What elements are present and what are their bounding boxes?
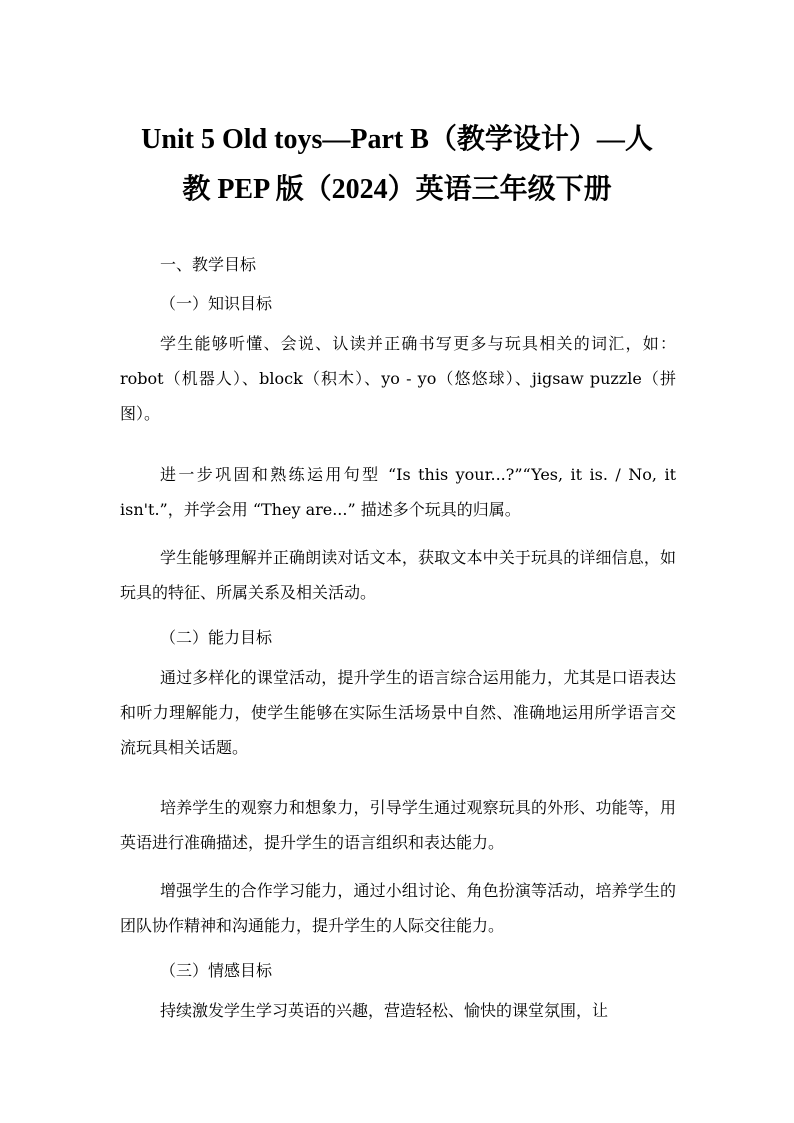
paragraph-interest-motivation: 持续激发学生学习英语的兴趣，营造轻松、愉快的课堂氛围，让: [160, 1001, 609, 1020]
subheading-emotional-objectives: （三）情感目标: [160, 961, 273, 980]
paragraph-vocabulary: 学生能够听懂、会说、认读并正确书写更多与玩具相关的词汇，如：robot（机器人）、block（积木）、yo - yo（悠悠球）、jigsaw puzzle（拼图）。: [120, 334, 676, 423]
document-title-line-2: 教 PEP 版（2024）英语三年级下册: [182, 174, 612, 205]
subheading-knowledge-objectives: （一）知识目标: [160, 294, 273, 313]
subheading-ability-objectives: （二）能力目标: [160, 628, 273, 647]
paragraph-cooperation-skills: 增强学生的合作学习能力，通过小组讨论、角色扮演等活动，培养学生的团队协作精神和沟通能力，提升学生的人际交往能力。: [120, 881, 676, 935]
paragraph-language-skills: 通过多样化的课堂活动，提升学生的语言综合运用能力，尤其是口语表达和听力理解能力，使学生能够在实际生活场景中自然、准确地运用所学语言交流玩具相关话题。: [120, 668, 676, 757]
section-heading-teaching-objectives: 一、教学目标: [160, 255, 257, 274]
paragraph-reading-comprehension: 学生能够理解并正确朗读对话文本，获取文本中关于玩具的详细信息，如玩具的特征、所属关系及相关活动。: [120, 548, 676, 602]
paragraph-sentence-patterns: 进一步巩固和熟练运用句型 “Is this your...?”“Yes, it is. / No, it isn't.”，并学会用 “They are...” 描述多个玩具的归属。: [120, 465, 676, 519]
document-title-line-1: Unit 5 Old toys—Part B（教学设计）—人: [141, 124, 653, 155]
paragraph-observation-skills: 培养学生的观察力和想象力，引导学生通过观察玩具的外形、功能等，用英语进行准确描述，提升学生的语言组织和表达能力。: [120, 798, 676, 852]
